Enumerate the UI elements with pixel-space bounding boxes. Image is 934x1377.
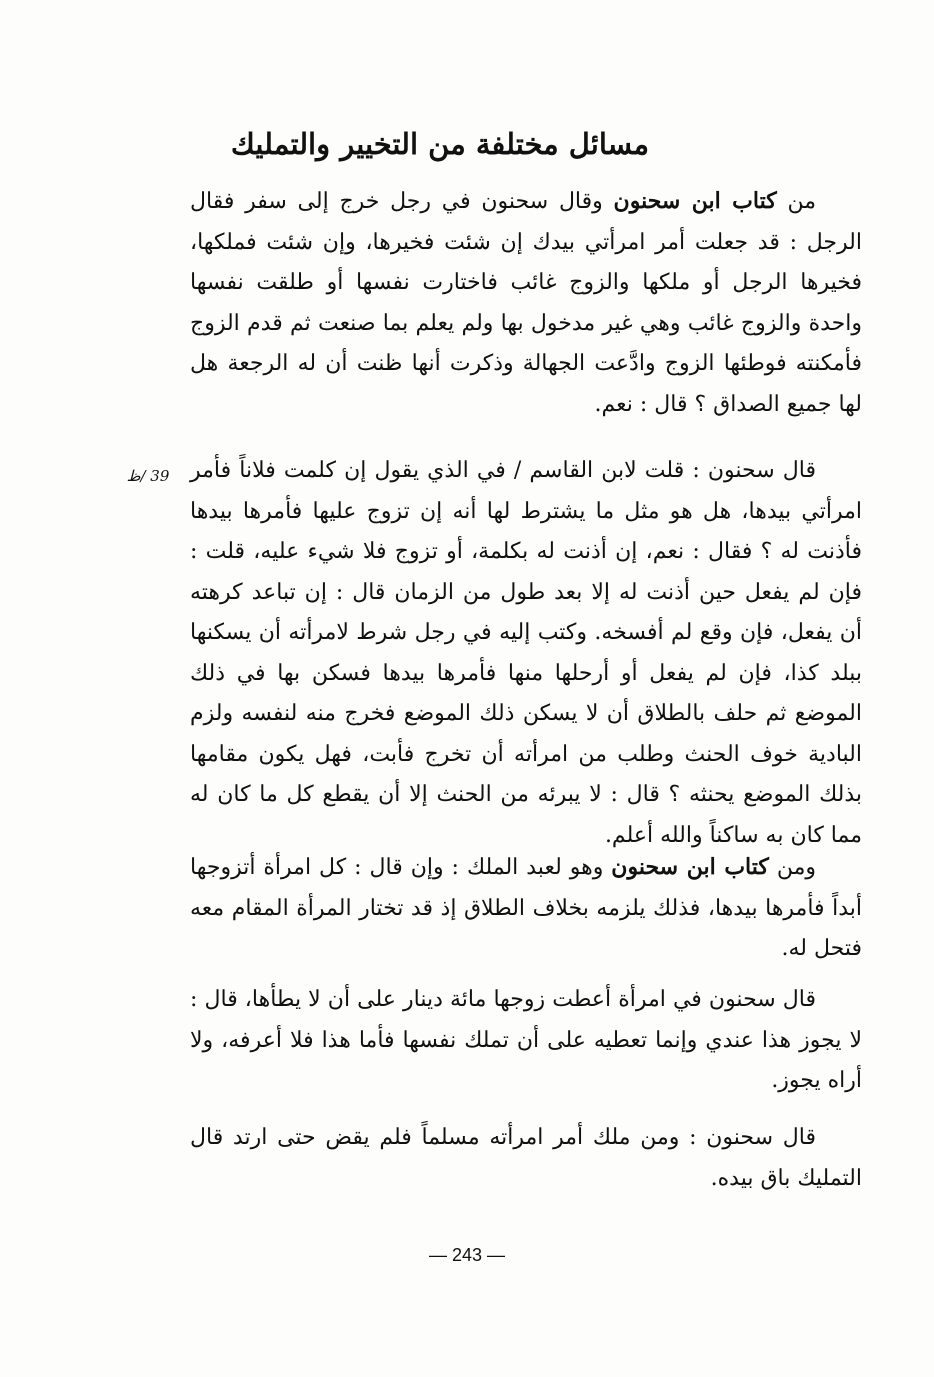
paragraph-lead: من bbox=[787, 189, 816, 214]
paragraph-1 bbox=[190, 181, 862, 451]
source-reference: كتاب ابن سحنون bbox=[611, 854, 769, 880]
paragraph-3 bbox=[190, 847, 862, 977]
paragraph-text: وقال سحنون في رجل خرج إلى سفر فقال الرجل : قد جعلت أمر امرأتي بيدك إن شئت فخيرها، وإن شئت فملكها، فخيرها الرجل أو ملكها والزوج غائب فاختارت نفسها أو طلقت نفسها واحدة والزوج غائب وهي غير مدخول بها ولم يعلم بما صنعت ثم قدم الزوج فأمكنته فوطئها الزوج وادَّعت الجهالة وذكرت أنها ظنت أن له الرجعة هل لها جميع الصداق ؟ قال : نعم. bbox=[190, 189, 862, 417]
paragraph-2 bbox=[190, 451, 862, 848]
paragraph-5 bbox=[190, 1118, 862, 1203]
paragraph-text: قال سحنون : قلت لابن القاسم / في الذي يقول إن كلمت فلاناً فأمر امرأتي بيدها، هل هو مثل ما يشترط لها أنه إن تزوج عليها فأمرها بيدها فأذنت له ؟ فقال : نعم، إن أذنت له بكلمة، أو تزوج فلا شيء عليه، قلت : فإن لم يفعل حين أذنت له إلا بعد طول من الزمان قال : إن تباعد كرهته أن يفعل، فإن وقع لم أفسخه. وكتب إليه في رجل شرط لامرأته أن يسكنها ببلد كذا، فإن لم يفعل أو أرحلها منها فأمرها بيدها فسكن بها في ذلك الموضع ثم حلف بالطلاق أن لا يسكن ذلك الموضع فخرج منه لنفسه ولزم البادية خوف الحنث وطلب من امرأته أن تخرج فأبت، فهل يكون مقامها بذلك الموضع يحنثه ؟ قال : لا يبرئه من الحنث إلا أن يقطع كل ما كان له مما كان به ساكناً والله أعلم. bbox=[190, 458, 862, 848]
paragraph-text: وهو لعبد الملك : وإن قال : كل امرأة أتزوجها أبداً فأمرها بيدها، فذلك يلزمه بخلاف الطلاق إذ قد تختار المرأة المقام معه فتحل له. bbox=[190, 855, 862, 961]
page-number: — 243 — bbox=[428, 1245, 506, 1265]
paragraph-text: قال سحنون في امرأة أعطت زوجها مائة دينار على أن لا يطأها، قال : لا يجوز هذا عندي وإنما تعطيه على أن تملك نفسها فأما هذا فلا أعرفه، ولا أراه يجوز. bbox=[190, 987, 862, 1093]
paragraph-lead: ومن bbox=[776, 855, 816, 880]
paragraph-text: قال سحنون : ومن ملك أمر امرأته مسلماً فلم يقض حتى ارتد قال التمليك باق بيده. bbox=[190, 1125, 862, 1191]
page-title: مسائل مختلفة من التخيير والتمليك bbox=[230, 127, 650, 161]
manuscript-folio-note: 39 /ظ bbox=[126, 467, 170, 485]
paragraph-4 bbox=[190, 980, 862, 1105]
source-reference: كتاب ابن سحنون bbox=[613, 188, 777, 214]
